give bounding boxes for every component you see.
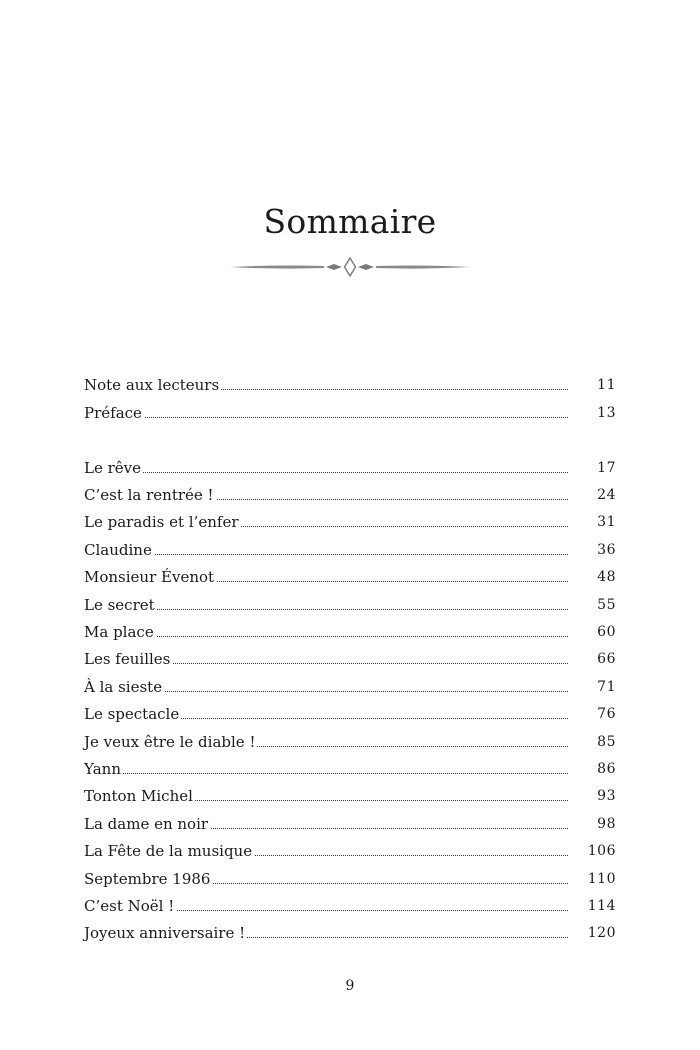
toc-entry-page: 76	[597, 706, 616, 723]
toc-entry	[84, 593, 616, 617]
dot-leader	[84, 636, 568, 637]
toc-entry	[84, 373, 616, 397]
toc-entry	[84, 483, 616, 507]
toc-entry	[84, 784, 616, 808]
toc-entry-page: 31	[597, 514, 616, 531]
toc-entry-title: Préface	[84, 401, 144, 425]
toc-entry	[84, 730, 616, 754]
toc-entry-page: 120	[587, 925, 616, 942]
toc-entry-page: 13	[597, 405, 616, 421]
toc-entry-page: 85	[597, 733, 616, 750]
toc-entry-page: 48	[597, 569, 616, 586]
toc-entry-title: Septembre 1986	[84, 867, 212, 891]
toc-entry	[84, 921, 616, 945]
toc-entry-title: Joyeux anniversaire !	[84, 921, 247, 945]
toc-entry	[84, 538, 616, 562]
toc-entry-title: C’est Noël !	[84, 894, 176, 918]
page-number: 9	[345, 978, 355, 994]
toc-entry-title: Le secret	[84, 593, 157, 617]
toc-entry-title: Claudine	[84, 538, 154, 562]
toc-entry-page: 114	[587, 897, 616, 914]
toc-entry-title: Monsieur Évenot	[84, 565, 216, 589]
toc-entry-title: À la sieste	[84, 675, 164, 699]
toc-entry-title: Note aux lecteurs	[84, 373, 221, 397]
dot-leader	[84, 472, 568, 473]
toc-entry-title: C’est la rentrée !	[84, 483, 216, 507]
toc-entry-title: Yann	[84, 757, 123, 781]
toc-entry-page: 110	[587, 870, 616, 887]
ornament-divider-icon	[228, 255, 472, 279]
toc-entry-title: Je veux être le diable !	[84, 730, 257, 754]
toc-entry	[84, 867, 616, 891]
toc-entry	[84, 839, 616, 863]
toc-entry-page: 93	[597, 788, 616, 805]
toc-entry-page: 98	[597, 815, 616, 832]
toc-entry-page: 86	[597, 760, 616, 777]
dot-leader	[84, 417, 568, 418]
toc-entry-title: La Fête de la musique	[84, 839, 254, 863]
toc-entry-page: 66	[597, 651, 616, 668]
toc-entry-page: 36	[597, 541, 616, 558]
dot-leader	[84, 773, 568, 774]
toc-entry	[84, 456, 616, 480]
toc-entry-page: 60	[597, 623, 616, 640]
toc-entry	[84, 894, 616, 918]
toc-entry-title: Ma place	[84, 620, 156, 644]
toc-entry-title: Le spectacle	[84, 702, 181, 726]
toc-entry-title: Les feuilles	[84, 647, 172, 671]
toc-entry	[84, 565, 616, 589]
toc-entry	[84, 620, 616, 644]
toc-entry-page: 71	[597, 678, 616, 695]
toc-entry	[84, 702, 616, 726]
toc-entry-title: Le paradis et l’enfer	[84, 510, 241, 534]
toc-entry	[84, 812, 616, 836]
toc-entry-page: 24	[597, 486, 616, 503]
toc-entry	[84, 510, 616, 534]
page-title: Sommaire	[263, 202, 437, 241]
toc-entry-page: 55	[597, 596, 616, 613]
dot-leader	[84, 554, 568, 555]
toc-entry	[84, 757, 616, 781]
toc-entry	[84, 675, 616, 699]
toc-entry-title: Tonton Michel	[84, 784, 195, 808]
toc-entry	[84, 647, 616, 671]
toc-entry-title: Le rêve	[84, 456, 143, 480]
toc-entry	[84, 401, 616, 425]
toc-entry-page: 17	[597, 459, 616, 476]
toc-entry-page: 106	[587, 843, 616, 860]
toc-entry-title: La dame en noir	[84, 812, 210, 836]
toc-entry-page: 11	[597, 377, 616, 393]
